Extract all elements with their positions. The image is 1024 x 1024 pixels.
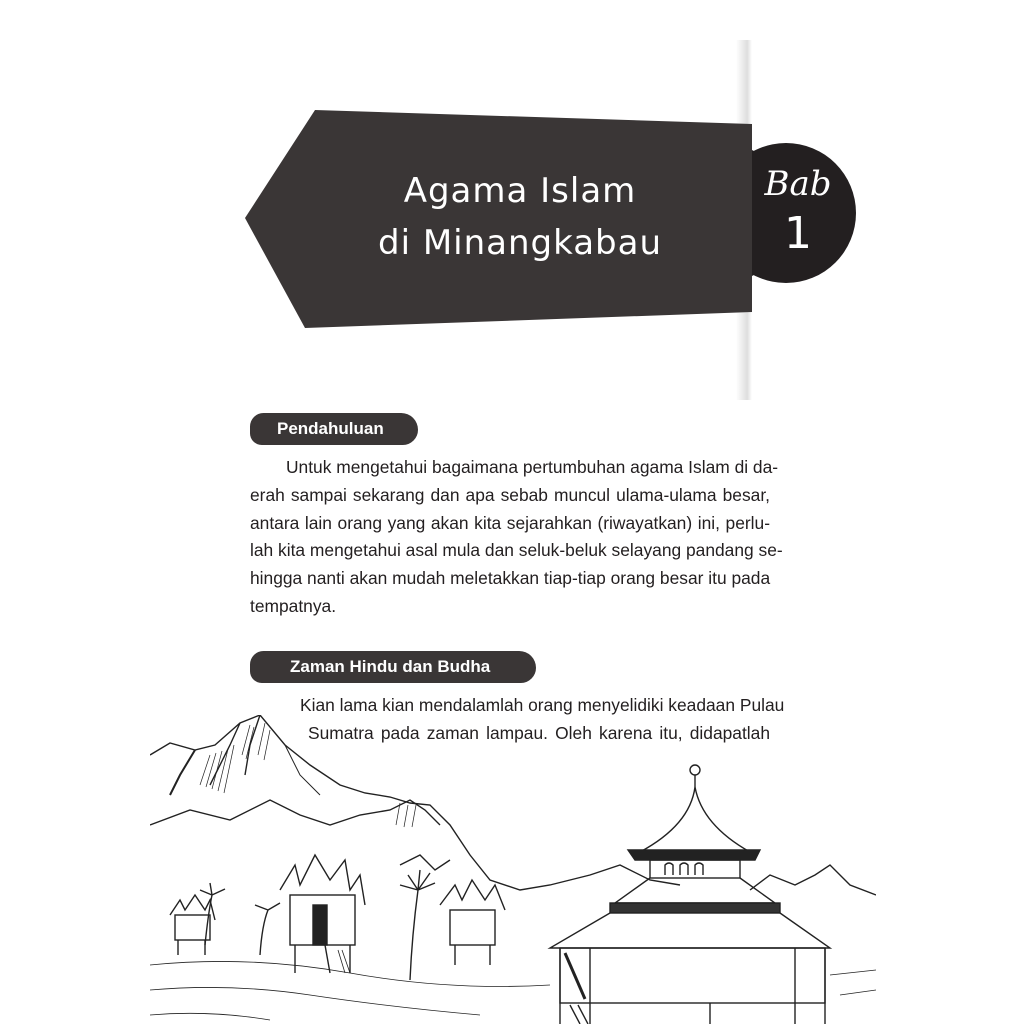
mountains-icon (150, 715, 876, 895)
section-heading-pendahuluan: Pendahuluan (250, 413, 418, 445)
ground-lines (150, 961, 876, 1020)
bab-number: 1 (784, 208, 812, 259)
paragraph-line: hingga nanti akan mudah meletakkan tiap-tiap orang besar itu pada (250, 568, 771, 589)
mosque-icon (550, 765, 830, 1024)
rumah-gadang-icon (280, 855, 365, 973)
rumah-gadang-icon (170, 895, 215, 955)
rumah-gadang-icon (440, 880, 505, 965)
bab-label: Bab (764, 164, 832, 204)
minangkabau-landscape-mosque-illustration (150, 715, 876, 1024)
paragraph-line: tempatnya. (250, 595, 337, 616)
chapter-title (335, 165, 705, 269)
paragraph-line: erah sampai sekarang dan apa sebab muncul ulama-ulama besar, (250, 484, 770, 505)
chapter-title-line2: di Minangkabau (377, 223, 663, 263)
paragraph-line: Kian lama kian mendalamlah orang menyelidiki keadaan Pulau (300, 695, 785, 715)
paragraph-line: lah kita mengetahui asal mula dan seluk-beluk selayang pandang se- (250, 540, 783, 561)
section-heading-zaman-hindu-budha: Zaman Hindu dan Budha (250, 651, 536, 683)
paragraph-pendahuluan (250, 454, 783, 621)
chapter-title-line1: Agama Islam (403, 171, 637, 211)
paragraph-line: antara lain orang yang akan kita sejarahkan (riwayatkan) ini, perlu- (250, 512, 770, 533)
chapter-title-banner (245, 110, 752, 328)
paragraph-line: Sumatra pada zaman lampau. Oleh karena itu, didapatlah (308, 722, 770, 743)
paragraph-line: Untuk mengetahui bagaimana pertumbuhan agama Islam di da- (286, 457, 779, 477)
chapter-number-badge (752, 142, 856, 284)
